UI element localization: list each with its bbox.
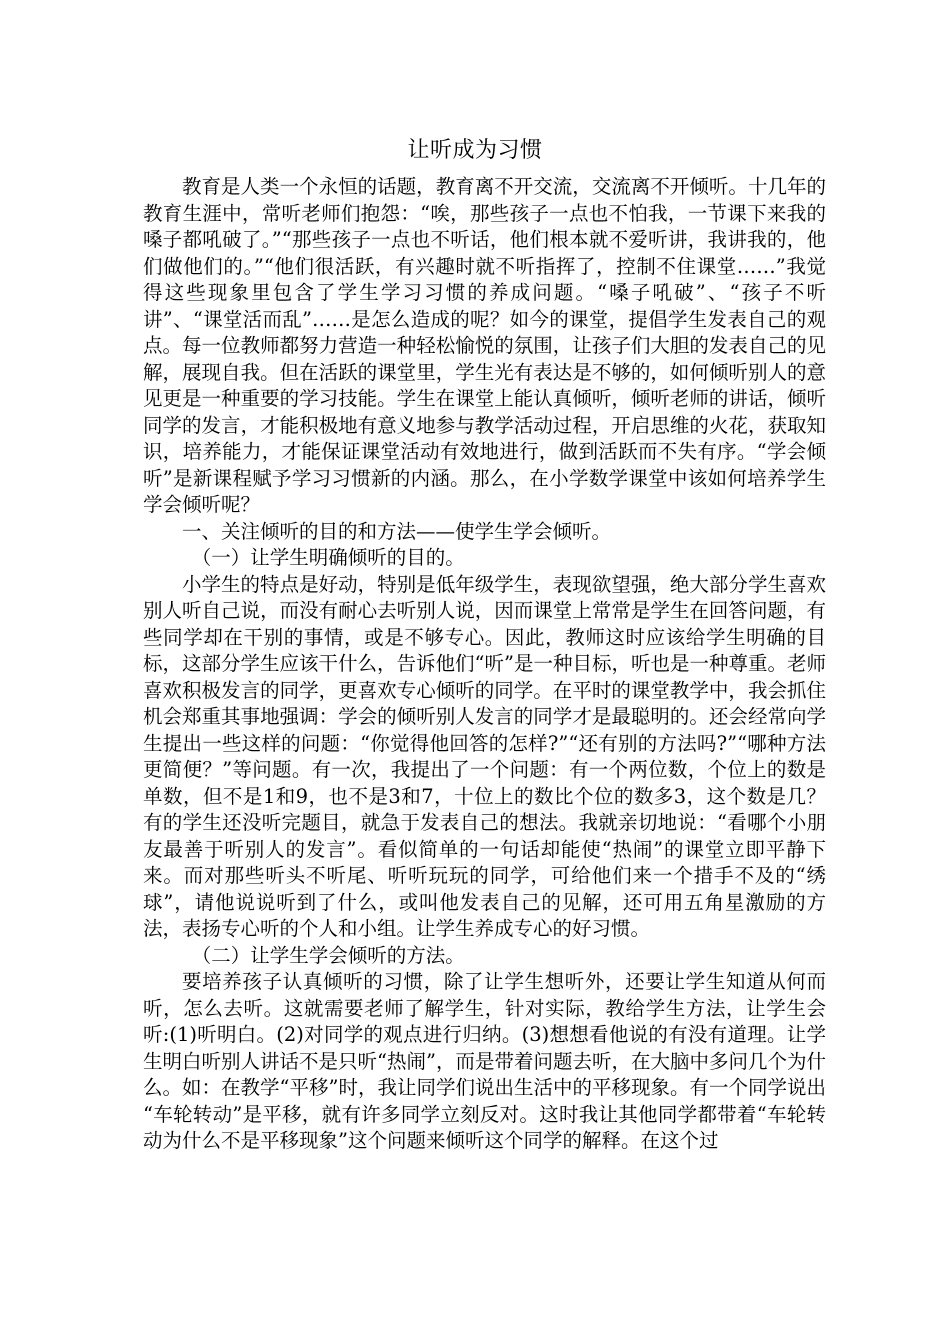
paragraph-method: 要培养孩子认真倾听的习惯，除了让学生想听外，还要让学生知道从何而听，怎么去听。这就需要老师了解学生，针对实际，教给学生方法，让学生会听:(1)听明白。(2)对同学的观点进行归纳。(3)想想看他说的有没有道理。让学生明白听别人讲话不是只听“热闹”，而是带着问题去听，在大脑中多问几个为什么。如：在教学“平移”时，我让同学们说出生活中的平移现象。有一个同学说出 “车轮转动”是平移，就有许多同学立刻反对。这时我让其他同学都带着“车轮转动为什么不是平移现象”这个问题来倾听这个同学的解释。在这个过	[143, 970, 826, 1152]
paragraph-intro: 教育是人类一个永恒的话题，教育离不开交流，交流离不开倾听。十几年的教育生涯中，常听老师们抱怨：“唉，那些孩子一点也不怕我，一节课下来我的嗓子都吼破了。”“那些孩子一点也不听话，他们根本就不爱听讲，我讲我的，他们做他们的。”“他们很活跃，有兴趣时就不听指挥了，控制不住课堂……”我觉得这些现象里包含了学生学习习惯的养成问题。“嗓子吼破”、“孩子不听讲”、“课堂活而乱”……是怎么造成的呢？如今的课堂，提倡学生发表自己的观点。每一位教师都努力营造一种轻松愉悦的氛围，让孩子们大胆的发表自己的见解，展现自我。但在活跃的课堂里，学生光有表达是不够的，如何倾听别人的意见更是一种重要的学习技能。学生在课堂上能认真倾听，倾听老师的讲话，倾听同学的发言，才能积极地有意义地参与教学活动过程，开启思维的火花，获取知识，培养能力，才能保证课堂活动有效地进行，做到活跃而不失有序。“学会倾听”是新课程赋予学习习惯新的内涵。那么，在小学数学课堂中该如何培养学生学会倾听呢？	[143, 175, 826, 516]
subsection-heading-1: （一）让学生明确倾听的目的。	[191, 546, 465, 569]
document-body	[143, 174, 826, 1155]
section-heading-1: 一、关注倾听的目的和方法——使学生学会倾听。	[182, 519, 612, 543]
document-title: 让听成为习惯	[407, 138, 543, 163]
subsection-heading-2: （二）让学生学会倾听的方法。	[191, 943, 465, 967]
paragraph-purpose: 小学生的特点是好动，特别是低年级学生，表现欲望强，绝大部分学生喜欢别人听自己说，而没有耐心去听别人说，因而课堂上常常是学生在回答问题，有些同学却在干别的事情，或是不够专心。因此，教师这时应该给学生明确的目标，这部分学生应该干什么，告诉他们“听”是一种目标，听也是一种尊重。老师喜欢积极发言的同学，更喜欢专心倾听的同学。在平时的课堂教学中，我会抓住机会郑重其事地强调：学会的倾听别人发言的同学才是最聪明的。还会经常向学生提出一些这样的问题：“你觉得他回答的怎样?”“还有别的方法吗?”“哪种方法更简便？”等问题。有一次，我提出了一个问题：有一个两位数，个位上的数是单数，但不是1和9，也不是3和7，十位上的数比个位的数多3，这个数是几？有的学生还没听完题目，就急于发表自己的想法。我就亲切地说：“看哪个小朋友最善于听别人的发言”。看似简单的一句话却能使“热闹”的课堂立即平静下来。而对那些听头不听尾、听听玩玩的同学，可给他们来一个措手不及的“绣球”，请他说说听到了什么，或叫他发表自己的见解，还可用五角星激励的方法，表扬专心听的个人和小组。让学生养成专心的好习惯。	[143, 572, 826, 940]
